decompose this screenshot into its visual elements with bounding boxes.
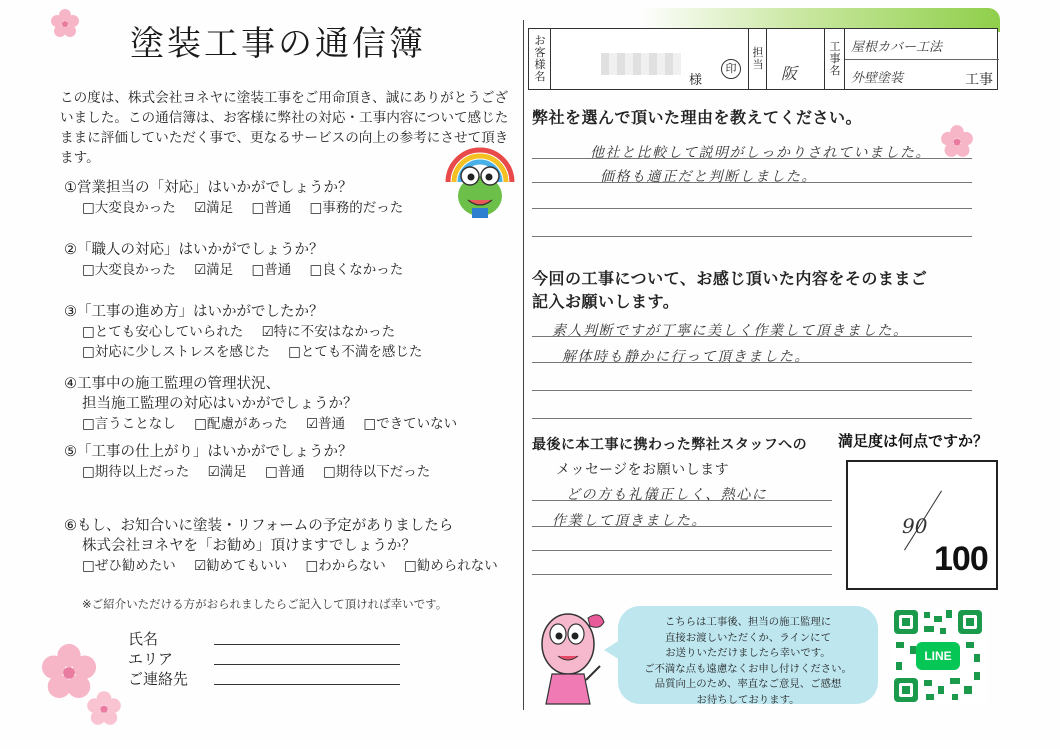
answer-rule [532,550,832,551]
sakura-flower-icon [940,124,974,158]
work-value-1: 屋根カバー工法 [851,40,943,55]
girl-mascot-icon [530,604,610,712]
staff-value-cell[interactable] [767,29,825,89]
option-checkbox[interactable]: ☑勧めてもいい [194,558,288,574]
option-checkbox[interactable]: □ぜひ勧めたい [82,558,176,574]
line-qr-code[interactable] [890,606,986,706]
option-checkbox[interactable]: ☑特に不安はなかった [261,324,396,340]
question-title: ③「工事の進め方」はいかがでしたか？ [64,304,324,320]
customer-suffix: 様 [689,73,703,88]
answer-rule [532,158,972,159]
bubble-line: お待ちしております。 [696,693,800,706]
answer-rule [532,362,972,363]
contact-tel-label: ご連絡先 [128,670,189,688]
question-title: ②「職人の対応」はいかがでしょうか？ [64,242,324,258]
question-1 [64,178,417,218]
frog-mascot-icon [440,140,520,222]
customer-name-cell[interactable] [551,29,749,89]
page-title: 塗装工事の通信簿 [130,24,426,64]
staff-label: 担当 [752,46,764,71]
question-options [64,260,417,280]
option-checkbox[interactable]: □わからない [305,558,386,574]
staff-label-cell [749,29,767,89]
impression-section-title-2: 記入お願いします。 [532,292,680,311]
contact-tel-field[interactable] [214,684,400,685]
work-value-line1[interactable] [845,29,999,60]
option-checkbox[interactable]: □良くなかった [309,262,404,278]
question-title: ⑥もし、お知合いに塗装・リフォームの予定がありましたら [64,518,454,534]
bubble-line: 直接お渡しいただくか、ラインにて [665,631,831,644]
option-checkbox[interactable]: □配慮があった [194,416,288,432]
answer-rule [532,574,832,575]
reason-answer-line-2: 価格も適正だと判断しました。 [600,169,817,185]
question-options [64,198,417,218]
bubble-line: ご不満な点も遠慮なくお申し付けください。 [644,662,852,675]
column-divider [523,20,524,710]
option-checkbox[interactable]: □普通 [264,464,305,480]
option-checkbox[interactable]: □普通 [251,262,292,278]
question-title: ①営業担当の「対応」はいかがでしょうか？ [64,180,353,196]
impression-section-title: 今回の工事について、お感じ頂いた内容をそのままご [532,269,928,288]
impression-answer-line-2: 解体時も静かに行って頂きました。 [562,349,810,365]
work-label: 工事名 [829,40,841,77]
question-4 [64,374,471,434]
work-suffix: 工事 [965,72,993,88]
option-checkbox[interactable]: □大変良かった [82,200,176,216]
staff-value: 阪 [781,64,798,83]
sakura-flower-icon [86,690,122,726]
message-section-subtitle: メッセージをお願いします [556,462,730,478]
redacted-name [601,53,681,75]
option-checkbox[interactable]: □できていない [363,416,458,432]
score-title: 満足度は何点ですか？ [838,432,989,450]
option-checkbox[interactable]: □大変良かった [82,262,176,278]
reason-answer-line-1: 他社と比較して説明がしっかりされていました。 [590,145,931,161]
option-checkbox[interactable]: ☑満足 [207,464,247,480]
bubble-line: 品質向上のため、率直なご意見、ご感想 [654,678,842,690]
question-3 [64,302,436,362]
option-checkbox[interactable]: □とても安心していられた [82,324,244,340]
option-checkbox[interactable]: ☑満足 [194,200,234,216]
reason-section-title: 弊社を選んで頂いた理由を教えてください。 [532,108,863,127]
answer-rule [532,390,972,391]
question-2 [64,240,417,280]
score-box[interactable] [846,460,998,590]
intro-text: この度は、株式会社ヨネヤに塗装工事をご用命頂き、誠にありがとうございました。この通信簿は、お客様に弊社の対応・工事内容について感じたままに評価していただく事で、更なるサービスの向上の参考にさせて頂きます。 [60,90,509,166]
option-checkbox[interactable]: ☑満足 [194,262,234,278]
work-value-line2[interactable] [845,60,999,91]
option-checkbox[interactable]: □対応に少しストレスを感じた [82,344,270,360]
work-value-2: 外壁塗装 [851,71,904,86]
answer-rule [532,526,832,527]
option-checkbox[interactable]: □普通 [251,200,292,216]
info-speech-bubble [618,606,878,704]
answer-rule [532,336,972,337]
option-checkbox[interactable]: □期待以上だった [82,464,190,480]
contact-area-field[interactable] [214,664,400,665]
question-title-continued: 株式会社ヨネヤを「お勧め」頂けますでしょうか？ [82,538,416,554]
message-section-title: 最後に本工事に携わった弊社スタッフへの [532,437,808,453]
contact-name-label: 氏名 [128,630,159,648]
impression-answer-line-1: 素人判断ですが丁寧に美しく作業して頂きました。 [552,323,909,339]
option-checkbox[interactable]: □勧められない [404,558,498,574]
bubble-text [618,615,878,708]
question-options [64,414,471,434]
question-title: ④工事中の施工監理の管理状況、 [64,376,280,392]
option-checkbox[interactable]: □言うことなし [82,416,176,432]
customer-label-cell [529,29,551,89]
seal-mark: 印 [721,59,741,79]
question-options [64,342,436,362]
message-answer-line-1: どの方も礼儀正しく、熱心に [566,487,768,503]
answer-rule [532,208,972,209]
message-answer-line-2: 作業して頂きました。 [552,513,707,529]
answer-rule [532,500,832,501]
customer-label: お客様名 [534,34,546,83]
score-max: 100 [934,540,988,578]
question-6 [64,516,512,576]
answer-rule [532,182,972,183]
line-label: LINE [924,649,952,663]
customer-info-table [528,28,998,90]
bubble-line: こちらは工事後、担当の施工監理に [664,616,832,628]
question-5 [64,442,444,482]
option-checkbox[interactable]: □期待以下だった [323,464,431,480]
contact-area-label: エリア [128,650,174,668]
answer-rule [532,236,972,237]
referral-note: ※ご紹介いただける方がおられましたらご記入して頂ければ幸いです。 [82,597,448,611]
bubble-line: お送りいただけましたら幸いです。 [665,647,831,659]
option-checkbox[interactable]: □とても不満を感じた [288,344,423,360]
work-label-cell [825,29,845,89]
contact-name-field[interactable] [214,644,400,645]
score-value: 90 [902,514,928,538]
answer-rule [532,418,972,419]
sakura-flower-icon [50,8,80,38]
question-title-continued: 担当施工監理の対応はいかがでしょうか？ [82,396,358,412]
option-checkbox[interactable]: □事務的だった [309,200,404,216]
question-options [64,322,436,342]
option-checkbox[interactable]: ☑普通 [305,416,346,432]
question-title: ⑤「工事の仕上がり」はいかがでしょうか？ [64,444,353,460]
question-options [64,462,444,482]
question-options [64,556,512,576]
